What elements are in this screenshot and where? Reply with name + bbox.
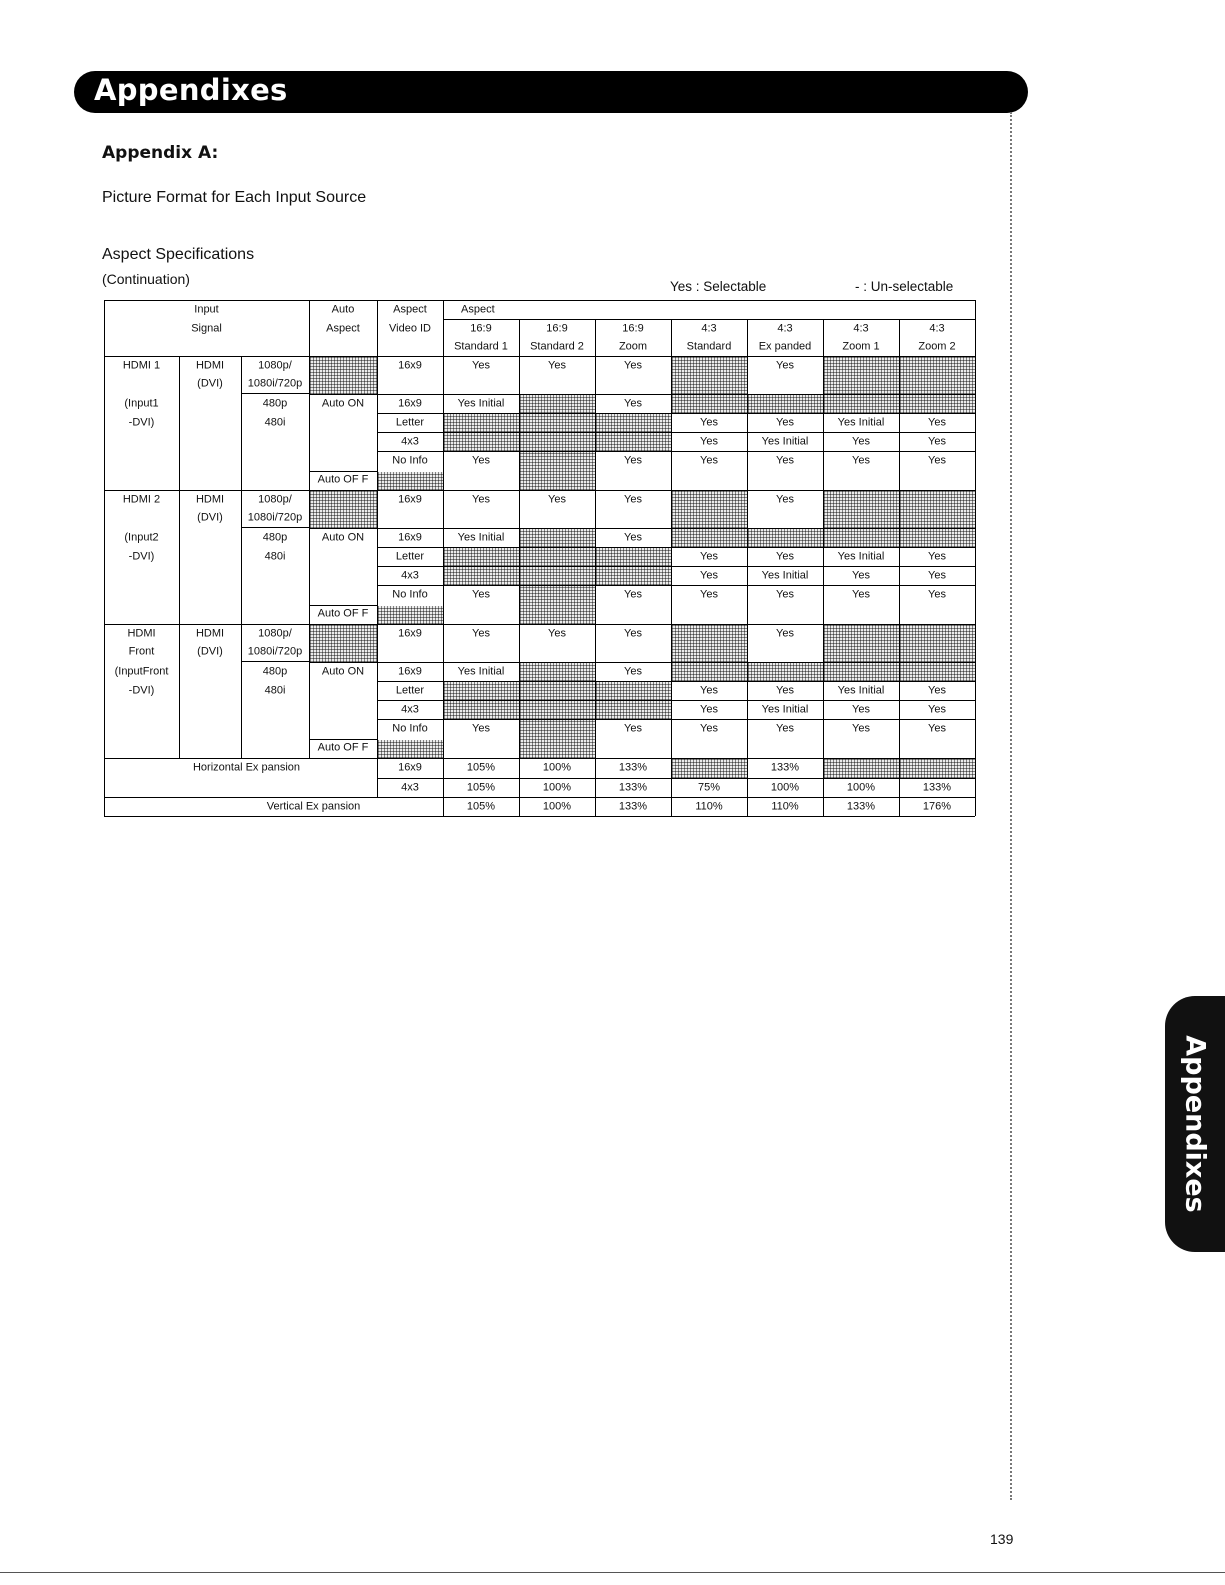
aspect-cell: Yes <box>700 550 718 562</box>
video-id-label: 4x3 <box>401 703 419 715</box>
video-id-label: Letter <box>395 550 425 562</box>
table-rule <box>747 490 748 624</box>
aspect-cell: Yes <box>928 569 946 581</box>
table-rule <box>671 490 672 624</box>
input-type-sub: (DVI) <box>197 511 223 524</box>
expansion-cell: 100% <box>542 781 572 793</box>
unselectable-hatch <box>824 529 899 547</box>
video-id-label: 16x9 <box>398 397 422 409</box>
appendix-heading: Appendix A: <box>102 143 219 163</box>
video-id-label: 16x9 <box>398 761 422 774</box>
aspect-cell: Yes <box>700 588 718 601</box>
table-rule <box>899 758 900 816</box>
aspect-cell: Yes <box>928 722 946 735</box>
table-rule <box>899 356 900 490</box>
signal-label: 480i <box>264 550 286 563</box>
table-rule <box>309 471 377 472</box>
header-col-ratio: 4:3 <box>701 322 717 335</box>
aspect-cell: Yes Initial <box>457 531 505 543</box>
video-id-label: No Info <box>392 588 428 601</box>
aspect-cell: Yes <box>928 703 946 715</box>
table-rule <box>671 319 672 356</box>
header-video-id: Video ID <box>389 322 431 335</box>
unselectable-hatch <box>824 625 899 662</box>
unselectable-hatch <box>520 395 595 413</box>
auto-on-label: Auto ON <box>321 531 365 544</box>
header-col-ratio: 4:3 <box>777 322 793 335</box>
unselectable-hatch <box>900 491 975 528</box>
aspect-cell: Yes <box>700 722 718 735</box>
aspect-cell: Yes <box>624 454 642 467</box>
header-input: Input <box>194 303 219 316</box>
table-bottom-rule <box>104 816 975 817</box>
section-subtitle: Picture Format for Each Input Source <box>102 189 367 206</box>
aspect-cell: Yes <box>700 684 718 696</box>
signal-label: 480i <box>264 416 286 429</box>
expansion-cell: 105% <box>466 800 496 813</box>
table-rule <box>309 528 377 529</box>
table-rule <box>309 739 377 740</box>
table-rule <box>241 490 242 624</box>
unselectable-hatch <box>520 586 595 624</box>
header-col-ratio: 16:9 <box>622 322 644 335</box>
input-type: HDMI <box>195 627 225 640</box>
aspect-cell: Yes Initial <box>457 665 505 677</box>
unselectable-hatch <box>520 701 595 719</box>
aspect-cell: Yes <box>548 359 566 372</box>
aspect-cell: Yes <box>624 665 642 677</box>
input-name: -DVI) <box>128 684 155 697</box>
expansion-cell: 105% <box>466 781 496 793</box>
unselectable-hatch <box>310 357 377 394</box>
table-rule <box>377 624 378 758</box>
aspect-cell: Yes <box>700 435 718 447</box>
table-rule <box>823 624 824 758</box>
aspect-cell: Yes <box>472 454 490 467</box>
unselectable-hatch <box>378 606 443 624</box>
input-type: HDMI <box>195 359 225 372</box>
aspect-cell: Yes Initial <box>761 435 809 447</box>
header-col-name: Zoom 2 <box>918 340 956 353</box>
table-rule <box>377 719 975 720</box>
input-name: HDMI 1 <box>122 359 161 372</box>
table-rule <box>671 356 672 490</box>
video-id-label: Letter <box>395 416 425 428</box>
expansion-cell: 133% <box>618 800 648 813</box>
table-rule <box>443 300 444 356</box>
header-col-name: Ex panded <box>758 340 812 353</box>
banner-title: Appendixes <box>94 73 288 107</box>
unselectable-hatch <box>378 472 443 490</box>
expansion-cell: 110% <box>771 800 799 813</box>
aspect-cell: Yes <box>852 722 870 735</box>
input-type-sub: (DVI) <box>197 645 223 658</box>
header-col-name: Zoom <box>618 340 648 353</box>
unselectable-hatch <box>310 625 377 662</box>
video-id-label: 16x9 <box>398 665 422 677</box>
aspect-cell: Yes <box>624 627 642 640</box>
video-id-label: No Info <box>392 722 428 735</box>
video-id-label: 4x3 <box>401 435 419 447</box>
unselectable-hatch <box>520 529 595 547</box>
aspect-cell: Yes <box>852 454 870 467</box>
legend-selectable: Yes : Selectable <box>670 279 767 294</box>
input-name: -DVI) <box>128 416 155 429</box>
auto-off-label: Auto OF F <box>317 741 369 754</box>
video-id-label: 16x9 <box>398 627 422 640</box>
aspect-cell: Yes <box>928 416 946 428</box>
table-rule <box>309 300 310 356</box>
unselectable-hatch <box>824 759 899 778</box>
table-rule <box>377 585 975 586</box>
header-col-ratio: 16:9 <box>546 322 568 335</box>
unselectable-hatch <box>378 740 443 758</box>
unselectable-hatch <box>672 491 747 528</box>
signal-label: 1080i/720p <box>247 511 303 524</box>
table-rule <box>747 356 748 490</box>
table-rule <box>899 319 900 356</box>
table-rule <box>377 778 975 779</box>
margin-dotted-rule <box>1010 112 1012 1500</box>
aspect-cell: Yes <box>776 588 794 601</box>
unselectable-hatch <box>672 759 747 778</box>
header-aspect: Aspect <box>393 303 427 316</box>
aspect-cell: Yes <box>776 359 794 372</box>
unselectable-hatch <box>596 414 671 432</box>
header-signal: Signal <box>191 322 222 335</box>
unselectable-hatch <box>444 433 519 451</box>
side-tab-label: Appendixes <box>1179 1035 1211 1213</box>
video-id-label: 4x3 <box>401 569 419 581</box>
aspect-cell: Yes <box>472 627 490 640</box>
expansion-cell: 133% <box>846 800 876 813</box>
unselectable-hatch <box>672 529 747 547</box>
table-rule <box>309 624 310 758</box>
table-rule <box>747 624 748 758</box>
table-rule <box>823 758 824 816</box>
unselectable-hatch <box>444 414 519 432</box>
input-name: (Input2 <box>124 531 159 544</box>
aspect-cell: Yes <box>852 588 870 601</box>
table-right-rule <box>975 300 976 816</box>
auto-off-label: Auto OF F <box>317 607 369 620</box>
aspect-cell: Yes <box>776 627 794 640</box>
aspect-cell: Yes <box>928 454 946 467</box>
signal-label: 480p <box>262 665 288 678</box>
aspect-cell: Yes <box>548 627 566 640</box>
horizontal-expansion-label: Horizontal Ex pansion <box>192 761 301 774</box>
table-rule <box>377 451 975 452</box>
aspect-cell: Yes Initial <box>837 416 885 428</box>
video-id-label: Letter <box>395 684 425 696</box>
aspect-spec-table <box>104 300 987 818</box>
table-rule <box>377 356 378 490</box>
aspect-cell: Yes <box>472 359 490 372</box>
unselectable-hatch <box>520 567 595 585</box>
appendixes-banner <box>74 71 1028 113</box>
expansion-cell: 133% <box>770 761 800 774</box>
video-id-label: No Info <box>392 454 428 467</box>
table-top-rule <box>104 300 975 301</box>
header-col-ratio: 16:9 <box>470 322 492 335</box>
table-rule <box>899 490 900 624</box>
table-rule <box>671 758 672 816</box>
table-rule <box>595 624 596 758</box>
unselectable-hatch <box>596 567 671 585</box>
expansion-cell: 105% <box>466 761 496 774</box>
aspect-cell: Yes <box>472 722 490 735</box>
input-name: HDMI <box>127 627 156 640</box>
expansion-cell: 100% <box>770 781 800 793</box>
legend-unselectable: - : Un-selectable <box>855 279 954 294</box>
table-rule <box>519 356 520 490</box>
header-col-name: Standard 1 <box>454 340 508 353</box>
table-rule <box>241 393 309 394</box>
table-rule <box>377 490 378 624</box>
table-rule <box>519 624 520 758</box>
table-rule <box>179 490 180 624</box>
header-auto-aspect: Aspect <box>326 322 360 335</box>
expansion-cell: 133% <box>618 761 648 774</box>
unselectable-hatch <box>520 452 595 490</box>
unselectable-hatch <box>900 759 975 778</box>
aspect-cell: Yes Initial <box>761 703 809 715</box>
table-rule <box>899 624 900 758</box>
header-aspect-group: Aspect <box>461 303 495 316</box>
unselectable-hatch <box>748 395 823 413</box>
unselectable-hatch <box>900 357 975 394</box>
unselectable-hatch <box>520 682 595 700</box>
unselectable-hatch <box>824 357 899 394</box>
expansion-cell: 176% <box>922 800 952 813</box>
aspect-specifications-heading: Aspect Specifications <box>102 246 255 263</box>
table-rule <box>241 527 309 528</box>
aspect-cell: Yes <box>776 454 794 467</box>
table-rule <box>104 797 975 798</box>
side-tab <box>1165 996 1225 1252</box>
unselectable-hatch <box>672 663 747 681</box>
aspect-cell: Yes Initial <box>457 397 505 409</box>
unselectable-hatch <box>310 491 377 528</box>
unselectable-hatch <box>444 567 519 585</box>
aspect-cell: Yes <box>776 684 794 696</box>
unselectable-hatch <box>900 625 975 662</box>
video-id-label: 16x9 <box>398 493 422 506</box>
aspect-cell: Yes <box>852 703 870 715</box>
expansion-cell: 133% <box>922 781 952 793</box>
aspect-cell: Yes Initial <box>837 684 885 696</box>
bottom-rule <box>0 1572 1225 1573</box>
unselectable-hatch <box>824 395 899 413</box>
header-col-name: Standard <box>686 340 732 353</box>
table-left-rule <box>104 300 105 816</box>
table-rule <box>241 356 242 490</box>
unselectable-hatch <box>900 529 975 547</box>
signal-label: 1080p/ <box>258 359 292 372</box>
table-rule <box>595 356 596 490</box>
header-col-name: Zoom 1 <box>842 340 880 353</box>
table-rule <box>747 319 748 356</box>
table-rule <box>179 356 180 490</box>
aspect-cell: Yes Initial <box>761 569 809 581</box>
vertical-expansion-label: Vertical Ex pansion <box>266 800 361 813</box>
expansion-cell: 100% <box>846 781 876 793</box>
input-name: Front <box>128 645 155 658</box>
expansion-cell: 110% <box>695 800 723 813</box>
video-id-label: 4x3 <box>401 781 419 793</box>
aspect-cell: Yes <box>776 722 794 735</box>
auto-on-label: Auto ON <box>321 665 365 678</box>
table-rule <box>519 758 520 816</box>
table-rule <box>443 319 975 320</box>
input-name: (InputFront <box>114 665 169 678</box>
aspect-cell: Yes <box>776 416 794 428</box>
header-auto: Auto <box>331 303 355 316</box>
auto-off-label: Auto OF F <box>317 473 369 486</box>
unselectable-hatch <box>824 491 899 528</box>
unselectable-hatch <box>900 663 975 681</box>
signal-label: 1080p/ <box>258 627 292 640</box>
aspect-cell: Yes <box>852 435 870 447</box>
unselectable-hatch <box>672 395 747 413</box>
input-type-sub: (DVI) <box>197 377 223 390</box>
signal-label: 480i <box>264 684 286 697</box>
aspect-cell: Yes <box>776 493 794 506</box>
aspect-cell: Yes <box>776 550 794 562</box>
aspect-cell: Yes <box>700 416 718 428</box>
table-rule <box>443 758 444 816</box>
aspect-cell: Yes <box>624 588 642 601</box>
aspect-cell: Yes <box>852 569 870 581</box>
unselectable-hatch <box>444 548 519 566</box>
aspect-cell: Yes <box>700 454 718 467</box>
table-rule <box>309 605 377 606</box>
table-rule <box>443 490 444 624</box>
aspect-cell: Yes <box>928 684 946 696</box>
unselectable-hatch <box>672 357 747 394</box>
table-rule <box>823 319 824 356</box>
expansion-cell: 100% <box>542 761 572 774</box>
table-rule <box>241 624 242 758</box>
unselectable-hatch <box>596 701 671 719</box>
unselectable-hatch <box>748 529 823 547</box>
unselectable-hatch <box>596 433 671 451</box>
unselectable-hatch <box>748 663 823 681</box>
aspect-cell: Yes <box>624 531 642 543</box>
unselectable-hatch <box>444 701 519 719</box>
table-rule <box>377 758 378 797</box>
header-col-ratio: 4:3 <box>929 322 945 335</box>
unselectable-hatch <box>520 663 595 681</box>
table-rule <box>309 394 377 395</box>
video-id-label: 16x9 <box>398 359 422 372</box>
input-type: HDMI <box>195 493 225 506</box>
continuation-label: (Continuation) <box>102 271 190 287</box>
aspect-cell: Yes <box>548 493 566 506</box>
aspect-cell: Yes <box>700 569 718 581</box>
table-rule <box>519 490 520 624</box>
aspect-cell: Yes <box>700 703 718 715</box>
input-name: HDMI 2 <box>122 493 161 506</box>
unselectable-hatch <box>596 548 671 566</box>
auto-on-label: Auto ON <box>321 397 365 410</box>
page-number: 139 <box>990 1531 1014 1547</box>
signal-label: 480p <box>262 531 288 544</box>
input-name: -DVI) <box>128 550 155 563</box>
aspect-cell: Yes <box>928 435 946 447</box>
expansion-cell: 100% <box>542 800 572 813</box>
unselectable-hatch <box>444 682 519 700</box>
table-rule <box>595 319 596 356</box>
table-rule <box>309 490 310 624</box>
unselectable-hatch <box>672 625 747 662</box>
table-rule <box>823 490 824 624</box>
aspect-cell: Yes <box>472 493 490 506</box>
table-rule <box>377 300 378 356</box>
table-rule <box>309 356 310 490</box>
table-rule <box>595 490 596 624</box>
header-col-name: Standard 2 <box>530 340 584 353</box>
table-rule <box>519 319 520 356</box>
aspect-cell: Yes <box>472 588 490 601</box>
unselectable-hatch <box>900 395 975 413</box>
aspect-cell: Yes <box>624 722 642 735</box>
unselectable-hatch <box>520 433 595 451</box>
signal-label: 1080i/720p <box>247 377 303 390</box>
aspect-cell: Yes <box>928 588 946 601</box>
input-name: (Input1 <box>124 397 159 410</box>
table-rule <box>747 758 748 816</box>
table-rule <box>671 624 672 758</box>
aspect-cell: Yes <box>928 550 946 562</box>
signal-label: 1080i/720p <box>247 645 303 658</box>
unselectable-hatch <box>596 682 671 700</box>
table-rule <box>595 758 596 816</box>
aspect-cell: Yes <box>624 493 642 506</box>
aspect-cell: Yes <box>624 359 642 372</box>
video-id-label: 16x9 <box>398 531 422 543</box>
table-rule <box>241 661 309 662</box>
table-rule <box>309 662 377 663</box>
signal-label: 1080p/ <box>258 493 292 506</box>
unselectable-hatch <box>824 663 899 681</box>
signal-label: 480p <box>262 397 288 410</box>
expansion-cell: 75% <box>697 781 721 793</box>
aspect-cell: Yes Initial <box>837 550 885 562</box>
aspect-cell: Yes <box>624 397 642 409</box>
table-rule <box>179 624 180 758</box>
table-rule <box>443 356 444 490</box>
table-rule <box>823 356 824 490</box>
unselectable-hatch <box>520 720 595 758</box>
header-col-ratio: 4:3 <box>853 322 869 335</box>
expansion-cell: 133% <box>618 781 648 793</box>
table-rule <box>443 624 444 758</box>
unselectable-hatch <box>520 548 595 566</box>
unselectable-hatch <box>520 414 595 432</box>
